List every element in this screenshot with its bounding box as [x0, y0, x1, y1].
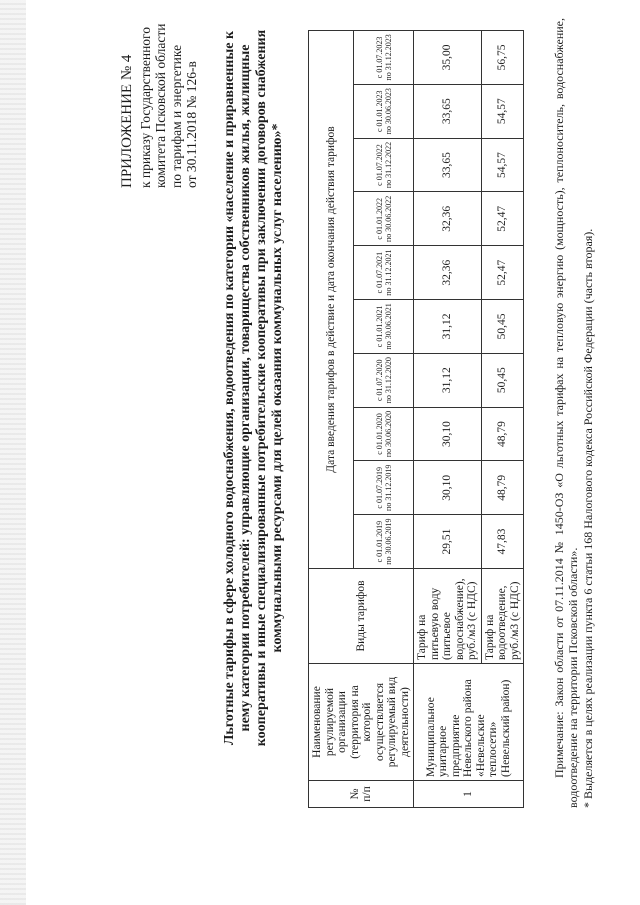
tariff-value: 50,45: [481, 353, 524, 407]
appendix-line: по тарифам и энергетике: [168, 44, 184, 188]
tariff-value: 33,65: [414, 138, 482, 192]
period-header: с 01.01.2021 по 30.06.2021: [354, 300, 414, 354]
tariff-value: 30,10: [414, 407, 482, 461]
tariff-value: 32,36: [414, 246, 482, 300]
period-header: с 01.07.2023 по 31.12.2023: [354, 31, 414, 85]
period-header: с 01.01.2022 по 30.06.2022: [354, 192, 414, 246]
tariff-value: 56,75: [481, 31, 524, 85]
tariff-value: 30,10: [414, 461, 482, 515]
tariff-value: 52,47: [481, 192, 524, 246]
footnote-vat: * Выделяется в целях реализации пункта 6 статьи 168 Налогового кодекса Российской Федерации (часть вторая).: [581, 228, 595, 808]
tariff-value: 54,57: [481, 138, 524, 192]
appendix-line: комитета Псковской области: [153, 23, 168, 188]
scan-edge-shadow: [0, 0, 26, 905]
tariff-value: 35,00: [414, 31, 482, 85]
appendix-title: ПРИЛОЖЕНИЕ № 4: [119, 54, 135, 188]
tariff-value: 47,83: [481, 515, 524, 569]
appendix-block: [120, 0, 200, 188]
tariff-value: 54,57: [481, 84, 524, 138]
period-header: с 01.07.2022 по 31.12.2022: [354, 138, 414, 192]
row-number: 1: [414, 781, 524, 808]
header-tariff-type: Виды тарифов: [309, 569, 414, 664]
tariff-value: 31,12: [414, 300, 482, 354]
tariff-value: 52,47: [481, 246, 524, 300]
document-page: [40, 0, 640, 878]
table-row: [414, 31, 482, 808]
period-header: с 01.01.2019 по 30.06.2019: [354, 515, 414, 569]
appendix-line: от 30.11.2018 № 126-в: [184, 61, 199, 188]
tariff-table: [308, 30, 524, 808]
header-period-group: Дата введения тарифов в действие и дата окончания действия тарифов: [309, 31, 354, 569]
period-header: с 01.07.2020 по 31.12.2020: [354, 353, 414, 407]
organization-name: Муниципальное унитарное предприятие Невельского района «Невельские теплосети» (Невельский район): [414, 664, 524, 781]
period-header: с 01.07.2019 по 31.12.2019: [354, 461, 414, 515]
period-header: с 01.01.2020 по 30.06.2020: [354, 407, 414, 461]
header-num: № п/п: [309, 781, 414, 808]
tariff-value: 48,79: [481, 461, 524, 515]
tariff-type: Тариф на водоотведение, руб./м3 (с НДС): [481, 569, 524, 664]
tariff-value: 50,45: [481, 300, 524, 354]
tariff-value: 31,12: [414, 353, 482, 407]
tariff-type: Тариф на питьевую воду (питьевое водоснабжение), руб./м3 (с НДС): [414, 569, 482, 664]
footnote-law: Примечание: Закон области от 07.11.2014 № 1450-ОЗ «О льготных тарифах на тепловую энергию (мощность), теплоноситель, водоснабжение, водоотведение на территории Псковской области».: [552, 18, 580, 808]
period-header: с 01.01.2023 по 30.06.2023: [354, 84, 414, 138]
document-heading: Льготные тарифы в сфере холодного водоснабжения, водоотведения по категории «население и приравненные к нему категории потребителей: управляющие организации, товарищества собственников жилья, жилищные кооперативы и иные специализированные потребительские кооперативы при заключении договоров снабжения коммунальными ресурсами для целей оказания коммунальных услуг населению»*: [222, 29, 285, 747]
tariff-value: 32,36: [414, 192, 482, 246]
header-org: Наименование регулируемой организации (территория на которой осуществляется регулируемый вид деятельности): [309, 664, 414, 781]
footnotes: [552, 18, 596, 808]
tariff-value: 29,51: [414, 515, 482, 569]
appendix-line: к приказу Государственного: [137, 26, 153, 188]
tariff-value: 33,65: [414, 84, 482, 138]
tariff-value: 48,79: [481, 407, 524, 461]
period-header: с 01.07.2021 по 31.12.2021: [354, 246, 414, 300]
table-header-row: [309, 31, 354, 808]
